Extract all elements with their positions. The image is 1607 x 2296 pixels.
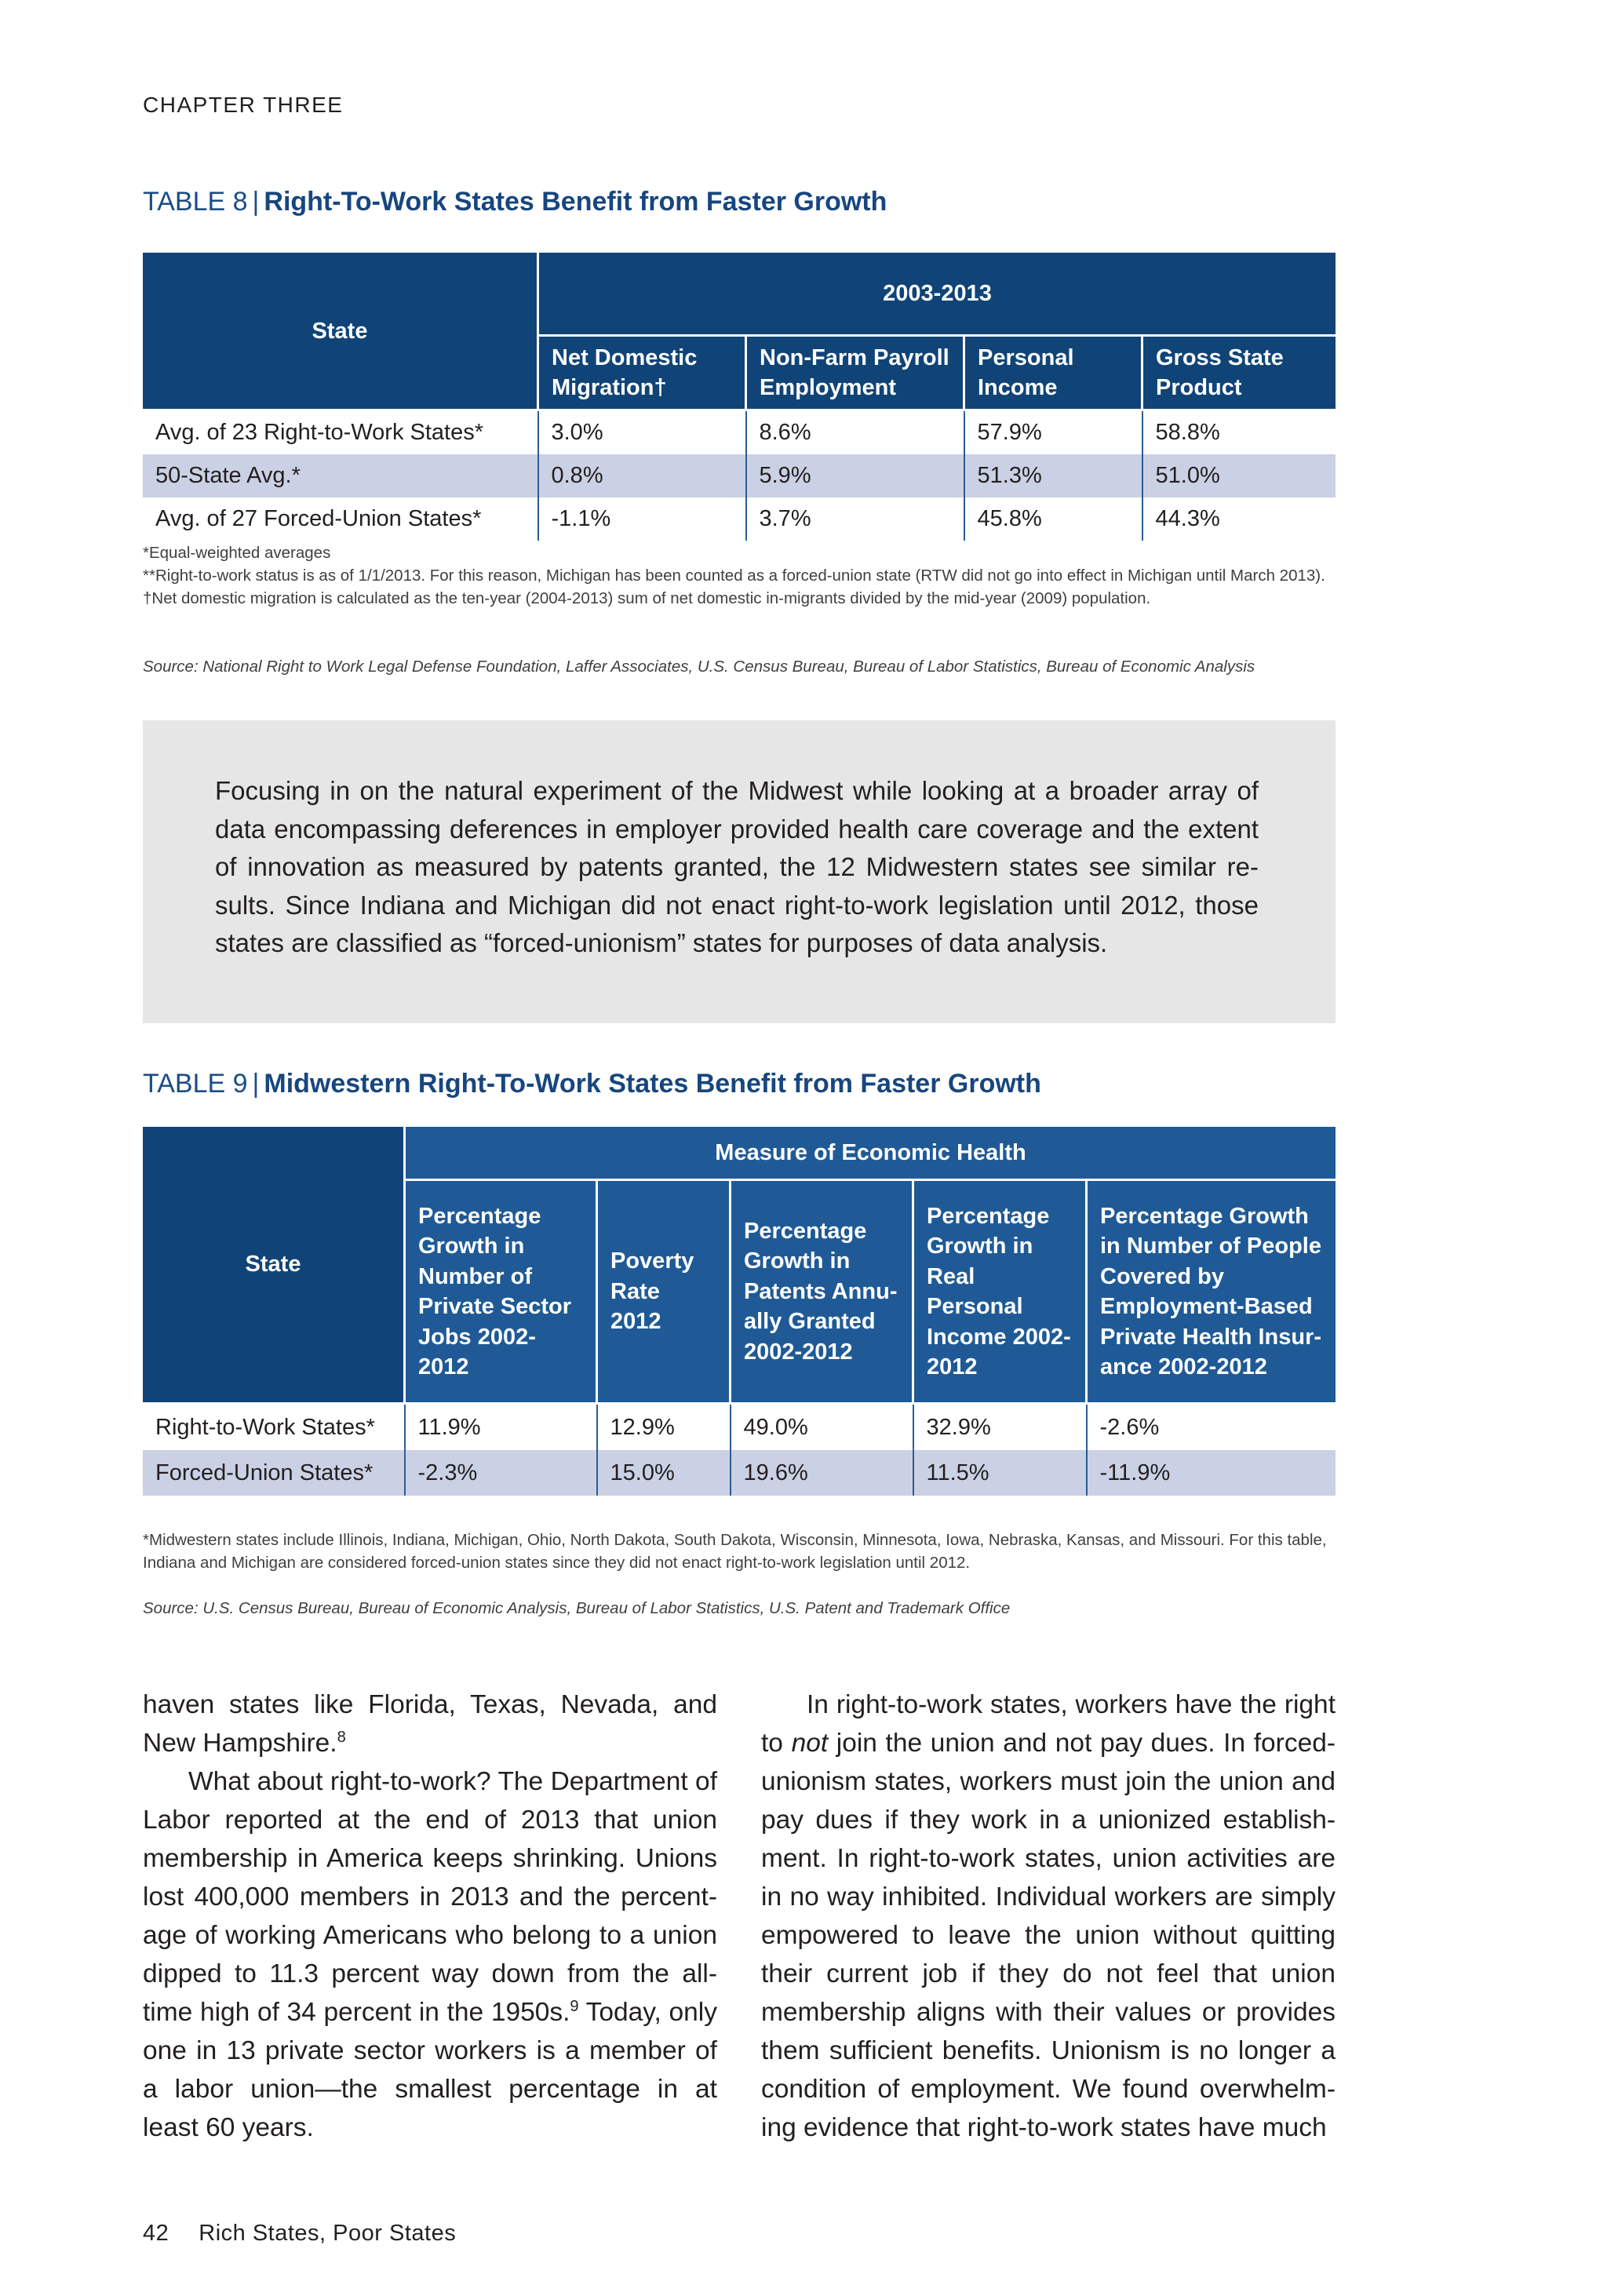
table-row — [143, 1404, 1336, 1451]
paragraph-text: haven states like Florida, Texas, Nevada, and New Hampshire. — [143, 1690, 717, 1758]
body-column-left — [143, 1686, 717, 2147]
table9-col-header: Percentage Growth in Number of Private Sector Jobs 2002-2012 — [405, 1180, 597, 1404]
paragraph-text: join the union and not pay dues. In forced-unionism states, workers must join the union and pay dues if they work in a unionized establish-ment. In right-to-work states, union activities are in no way inhibited. Individual workers are simply empowered to leave the union without quitting their current job if they do not feel that union membership aligns with their values or provides them sufficient benefits. Unionism is no longer a condition of employment. We found overwhelm-ing evidence that right-to-work states have much — [761, 1729, 1336, 2142]
row-label: Avg. of 27 Forced-Union States* — [143, 497, 538, 541]
table9-separator: | — [252, 1069, 260, 1099]
table-cell: -2.6% — [1099, 1414, 1160, 1440]
table9-number: TABLE 9 — [143, 1069, 248, 1099]
paragraph-text: What about right-to-work? The Department of Labor reported at the end of 2013 that union membership in America keeps shrinking. Unions lost 400,000 members in 2013 and the percent-age of working Americans who belong to a union dipped to 11.3 percent way down from the all-time high of 34 percent in the 1950s. — [143, 1767, 717, 2027]
table-row — [143, 410, 1336, 455]
table-cell: 12.9% — [597, 1404, 731, 1451]
table-cell: 45.8% — [964, 497, 1142, 541]
footnote-ref: 8 — [337, 1728, 346, 1746]
table-cell: -1.1% — [538, 497, 746, 541]
row-label: Forced-Union States* — [143, 1450, 405, 1496]
table-cell: 11.5% — [913, 1450, 1087, 1496]
table-cell: 58.8% — [1155, 420, 1220, 445]
table-cell: 44.3% — [1155, 506, 1220, 531]
table9-col-header: Poverty Rate 2012 — [597, 1180, 731, 1404]
table8-title-text: Right-To-Work States Benefit from Faster Growth — [264, 187, 887, 217]
callout-box — [143, 720, 1336, 1023]
table8-col-header: Non-Farm Payroll Employment — [746, 336, 964, 410]
table8 — [143, 253, 1336, 541]
body-column-right — [761, 1686, 1336, 2147]
table-cell: 3.7% — [746, 497, 964, 541]
table-row — [143, 1450, 1336, 1496]
table-cell: 0.8% — [538, 454, 746, 497]
table-cell: 51.3% — [964, 454, 1142, 497]
table8-separator: | — [252, 187, 260, 217]
table9-source: Source: U.S. Census Bureau, Bureau of Economic Analysis, Bureau of Labor Statistics, U.S. Patent and Trademark Office — [143, 1599, 1011, 1617]
row-label: Right-to-Work States* — [143, 1404, 405, 1451]
page-number: 42 — [143, 2221, 169, 2246]
table-cell: 51.0% — [1142, 454, 1336, 497]
table8-note: †Net domestic migration is calculated as the ten-year (2004-2013) sum of net domestic in-migrants divided by the mid-year (2009) population. — [143, 589, 1151, 607]
table9-col-header: Percentage Growth in Real Personal Income 2002-2012 — [913, 1180, 1087, 1404]
page-footer — [143, 2221, 456, 2247]
emphasis-text: not — [791, 1729, 829, 1758]
table9-title — [143, 1069, 1041, 1099]
table8-period-header: 2003-2013 — [538, 253, 1336, 336]
table8-state-header: State — [143, 253, 538, 410]
table8-col-header: Gross State Product — [1142, 336, 1336, 410]
body-paragraph — [761, 1686, 1336, 2147]
table-row — [143, 497, 1336, 541]
table9-note: *Midwestern states include Illinois, Indiana, Michigan, Ohio, North Dakota, South Dakota, Wisconsin, Minnesota, Iowa, Nebraska, Kansas, and Missouri. For this table, Indiana and Michigan are considered forced-union states since they did not enact right-to-work legislation until 2012. — [143, 1531, 1327, 1572]
table8-note: **Right-to-work status is as of 1/1/2013. For this reason, Michigan has been counted as a forced-union state (RTW did not go into effect in Michigan until March 2013). — [143, 567, 1325, 585]
table9-title-text: Midwestern Right-To-Work States Benefit from Faster Growth — [264, 1069, 1041, 1099]
table8-notes — [143, 541, 1336, 610]
row-label: 50-State Avg.* — [143, 454, 538, 497]
table9-state-header: State — [143, 1127, 405, 1404]
table-cell: -11.9% — [1087, 1450, 1336, 1496]
callout-text: Focusing in on the natural experiment of the Midwest while looking at a broader array of data encompassing deferences in employer provided health care coverage and the extent of innovation as measured by patents granted, the 12 Midwestern states see similar re-sults. Since Indiana and Michigan did not enact right-to-work legislation until 2012, those states are classified as “forced-unionism” states for purposes of data analysis. — [215, 776, 1259, 957]
table9-measure-header: Measure of Economic Health — [405, 1127, 1336, 1180]
body-paragraph — [143, 1686, 717, 1762]
table9-col-header: Percentage Growth in Patents Annu-ally Granted 2002-2012 — [731, 1180, 913, 1404]
table-cell: 15.0% — [597, 1450, 731, 1496]
table8-col-header: Personal Income — [964, 336, 1142, 410]
publication-title: Rich States, Poor States — [199, 2221, 457, 2246]
table8-col-header: Net Domestic Migration† — [538, 336, 746, 410]
table8-number: TABLE 8 — [143, 187, 248, 217]
table-cell: 49.0% — [731, 1404, 913, 1451]
table8-title — [143, 187, 887, 217]
table-row — [143, 454, 1336, 497]
table-cell: 57.9% — [964, 410, 1142, 455]
table8-note: *Equal-weighted averages — [143, 544, 331, 562]
row-label: Avg. of 23 Right-to-Work States* — [143, 410, 538, 455]
body-paragraph — [143, 1762, 717, 2147]
table9 — [143, 1127, 1336, 1496]
paragraph-text: Today, only one in 13 private sector workers is a member of a labor union—the smallest percentage in at least 60 years. — [143, 1998, 717, 2142]
paragraph-text: In right-to-work states, workers have the right to — [761, 1690, 1336, 1758]
table-cell: 8.6% — [746, 410, 964, 455]
table8-source: Source: National Right to Work Legal Defense Foundation, Laffer Associates, U.S. Census Bureau, Bureau of Labor Statistics, Bureau of Economic Analysis — [143, 658, 1255, 676]
footnote-ref: 9 — [570, 1997, 579, 2015]
chapter-heading: CHAPTER THREE — [143, 93, 344, 117]
table-cell: 19.6% — [731, 1450, 913, 1496]
table-cell: 3.0% — [538, 410, 746, 455]
table-cell: -2.3% — [405, 1450, 597, 1496]
table-cell: 5.9% — [746, 454, 964, 497]
table9-col-header: Percentage Growth in Number of People Covered by Employment-Based Private Health Insur-ance 2002-2012 — [1087, 1180, 1336, 1404]
table-cell: 11.9% — [405, 1404, 597, 1451]
table-cell: 32.9% — [913, 1404, 1087, 1451]
